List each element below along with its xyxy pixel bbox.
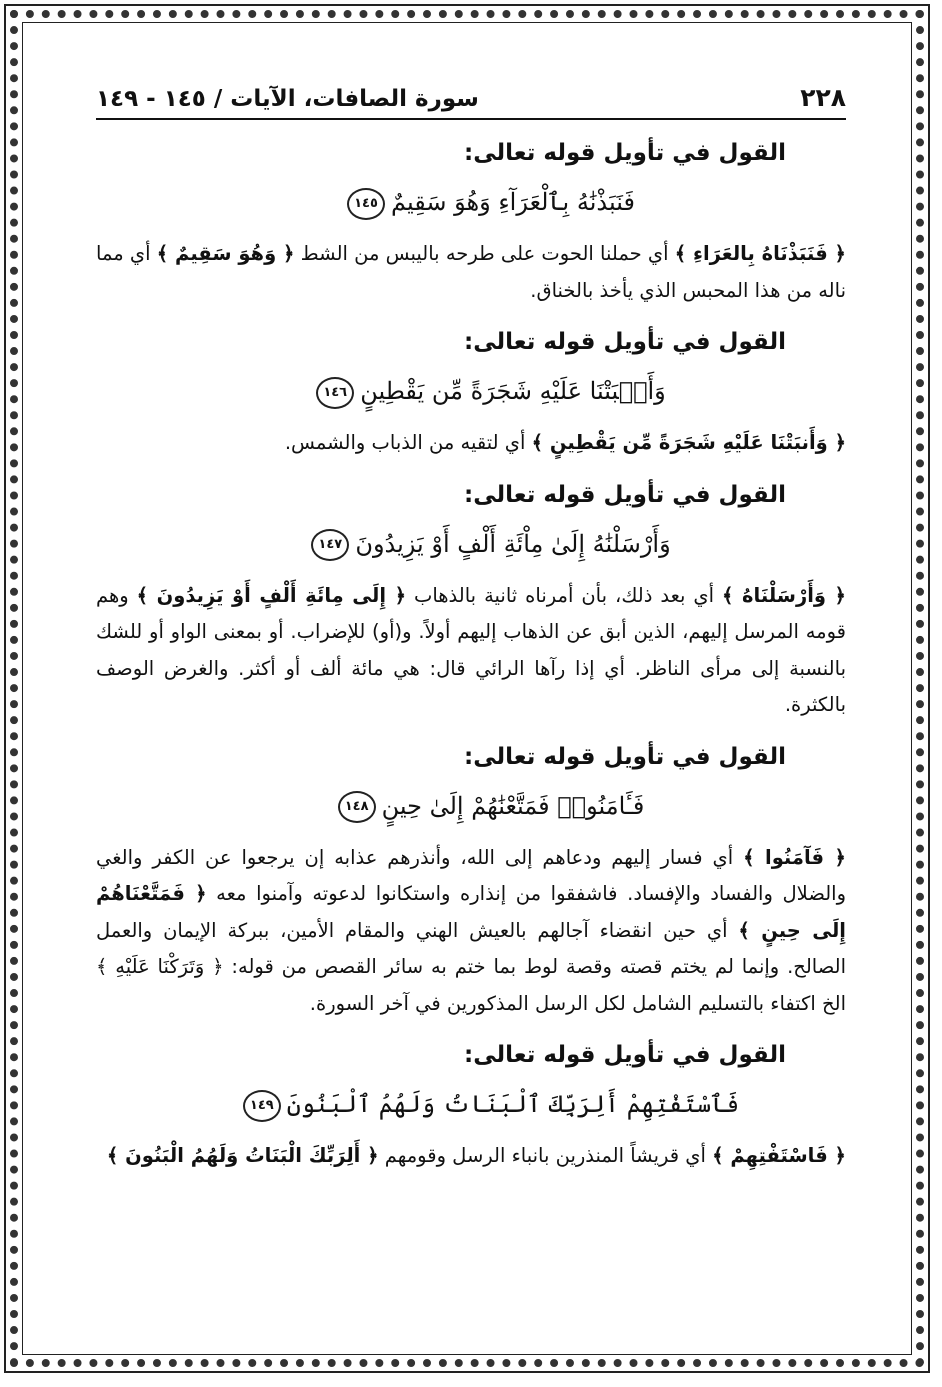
commentary-paragraph (96, 236, 846, 309)
commentary-text: أي قريشاً المنذرين بانباء الرسل وقومهم (378, 1144, 713, 1167)
page-number: ٢٢٨ (800, 83, 846, 112)
commentary-section-147 (96, 478, 846, 724)
commentary-text: أي بعد ذلك، بأن أمرناه ثانية بالذهاب (406, 583, 723, 607)
commentary-text: أي فسار إليهم ودعاهم إلى الله، وأنذرهم عذابه إن يرجعوا عن الكفر والغي والضلال والفساد والإفساد. فاشفقوا من إنذاره واستكانوا لدعوته وآمنوا معه (96, 845, 846, 905)
verse-text: فَـَٔامَنُوا۟ فَمَتَّعْنَٰهُمْ إِلَىٰ حِينٍ (381, 791, 645, 820)
section-heading: القول في تأويل قوله تعالى: (464, 140, 786, 166)
verse-text: وَأَرْسَلْنَٰهُ إِلَىٰ مِاْئَةِ أَلْفٍ أَوْ يَزِيدُونَ (355, 529, 671, 558)
quran-verse (96, 786, 846, 826)
commentary-text: أي لتقيه من الذباب والشمس. (284, 431, 532, 454)
ayah-number-marker: ١٤٦ (316, 377, 354, 409)
verse-text: فَٱسْتَفْتِهِمْ أَلِرَبِّكَ ٱلْبَنَاتُ وَلَهُمُ ٱلْبَنُونَ (286, 1090, 740, 1118)
quoted-verse: ﴿ فَاسْتَفْتِهِمْ ﴾ (712, 1144, 846, 1167)
commentary-paragraph (96, 1138, 846, 1175)
quran-verse (96, 371, 846, 411)
book-page (96, 60, 846, 1175)
commentary-text: الخ اكتفاء بالتسليم الشامل لكل الرسل المذكورين في آخر السورة. (309, 991, 846, 1015)
commentary-text: أي مما ناله من هذا المحبس الذي يأخذ بالخناق. (96, 242, 846, 302)
commentary-section-149 (96, 1038, 846, 1175)
quoted-verse: ﴿ فَآمَنُوا ﴾ (743, 845, 846, 869)
commentary-paragraph (96, 578, 846, 724)
commentary-section-145 (96, 136, 846, 309)
quran-verse (96, 182, 846, 222)
quoted-verse: ﴿ أَلِرَبِّكَ الْبَنَاتُ وَلَهُمُ الْبَنُونَ ﴾ (106, 1144, 379, 1167)
quoted-verse: ﴿ إِلَى مِائَةِ أَلْفٍ أَوْ يَزِيدُونَ ﴾ (136, 583, 406, 607)
quran-verse (96, 1084, 846, 1124)
section-heading: القول في تأويل قوله تعالى: (464, 329, 786, 355)
commentary-section-148 (96, 740, 846, 1023)
quoted-verse: ﴿ فَنَبَذْنَاهُ بِالعَرَاءِ ﴾ (674, 242, 846, 265)
ayah-number-marker: ١٤٥ (347, 188, 385, 220)
ayah-number-marker: ١٤٨ (338, 791, 376, 823)
page-header (96, 60, 846, 120)
verse-text: فَنَبَذْنَٰهُ بِٱلْعَرَآءِ وَهُوَ سَقِيمٌ (391, 188, 635, 216)
commentary-paragraph (96, 425, 846, 462)
commentary-text: وهم قومه المرسل إليهم، الذين أبق عن الذهاب إليهم أولاً. و(أو) للإضراب. أو بمعنى الواو أو للشك بالنسبة إلى مرأى الناظر. أي إذا رآها الرائي قال: هي مائة ألف أو أكثر. والغرض الوصف بالكثرة. (96, 583, 846, 716)
ayah-number-marker: ١٤٩ (243, 1090, 281, 1122)
ayah-number-marker: ١٤٧ (311, 529, 349, 561)
quoted-verse: ﴿ وَهُوَ سَقِيمٌ ﴾ (156, 242, 295, 265)
running-title: سورة الصافات، الآيات / ١٤٥ - ١٤٩ (96, 86, 479, 112)
commentary-text: أي حين انقضاء آجالهم بالعيش الهني والمقام الأمين، ببركة الإيمان والعمل الصالح. وإنما لم يختم قصته وقصة لوط بما ختم به سائر القصص من قوله: (96, 918, 847, 978)
quoted-verse: ﴿ فَمَتَّعْنَاهُمْ إِلَى حِينٍ ﴾ (96, 882, 846, 942)
quoted-verse: ﴿ وَأَنبَتْنَا عَلَيْهِ شَجَرَةً مِّن يَقْطِينٍ ﴾ (531, 431, 846, 454)
commentary-text: أي حملنا الحوت على طرحه باليبس من الشط (294, 242, 675, 265)
section-heading: القول في تأويل قوله تعالى: (464, 1042, 786, 1068)
commentary-paragraph (96, 840, 846, 1023)
quran-verse (96, 524, 846, 564)
verse-text: وَأَنۢبَتْنَا عَلَيْهِ شَجَرَةً مِّن يَقْطِينٍ (360, 377, 666, 405)
section-heading: القول في تأويل قوله تعالى: (464, 481, 786, 508)
quoted-verse: ﴿ وَتَرَكْنَا عَلَيْهِ ﴾ (96, 955, 224, 978)
quoted-verse: ﴿ وَأَرْسَلْنَاهُ ﴾ (722, 583, 846, 607)
section-heading: القول في تأويل قوله تعالى: (464, 743, 786, 770)
commentary-section-146 (96, 325, 846, 462)
